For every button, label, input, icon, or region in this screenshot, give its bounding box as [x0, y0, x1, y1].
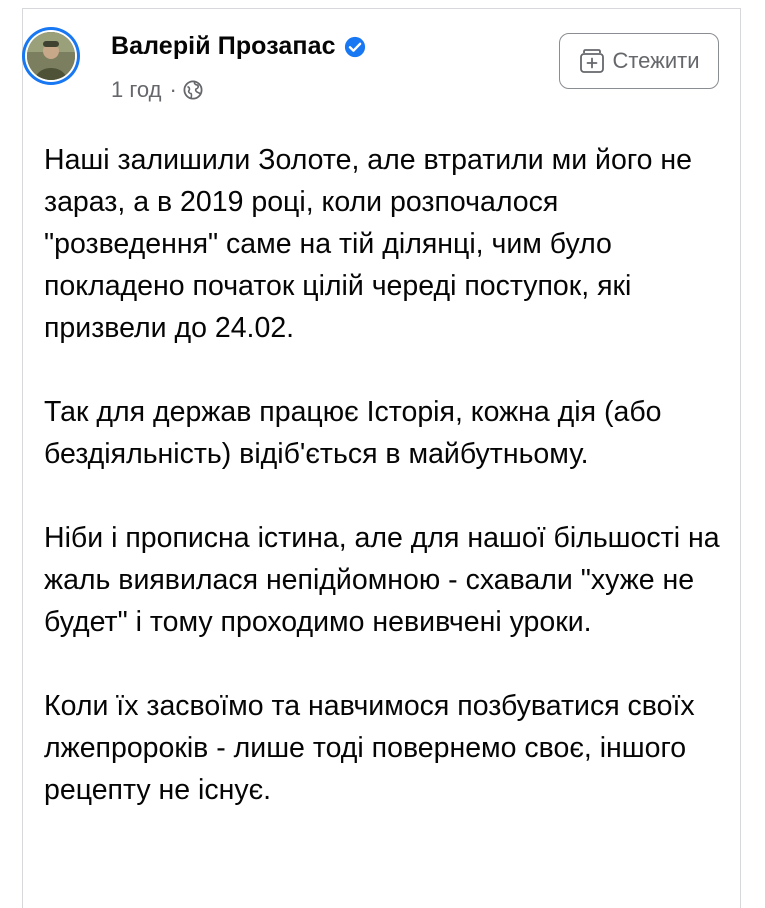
author-name[interactable]: Валерій Прозапас	[111, 32, 336, 60]
post-meta	[111, 77, 203, 103]
post-paragraph: Коли їх засвоїмо та навчимося позбуватися своїх лжепророків - лише тоді повернемо своє, іншого рецепту не існує.	[44, 690, 695, 806]
post-paragraph: Ніби і прописна істина, але для нашої більшості на жаль виявилася непідйомною - схавали "хуже не будет" і тому проходимо невивчені уроки.	[44, 522, 720, 638]
follow-button[interactable]	[559, 33, 719, 89]
follow-bookmark-plus-icon	[578, 48, 606, 74]
follow-button-label: Стежити	[612, 48, 700, 73]
verified-badge-icon	[344, 36, 366, 58]
avatar[interactable]	[22, 27, 80, 85]
meta-separator: ·	[169, 77, 177, 102]
post-header	[22, 27, 722, 117]
avatar-image	[27, 32, 75, 80]
post-time[interactable]: 1 год	[111, 77, 162, 102]
globe-icon	[183, 80, 203, 100]
post-paragraph: Наші залишили Золоте, але втратили ми його не зараз, а в 2019 році, коли розпочалося "розведення" саме на тій ділянці, чим було покладено початок цілій череді поступок, які призвели до 24.02.	[44, 144, 692, 344]
post-text	[44, 139, 734, 853]
post-paragraph: Так для держав працює Історія, кожна дія (або бездіяльність) відіб'ється в майбутньому.	[44, 396, 662, 470]
